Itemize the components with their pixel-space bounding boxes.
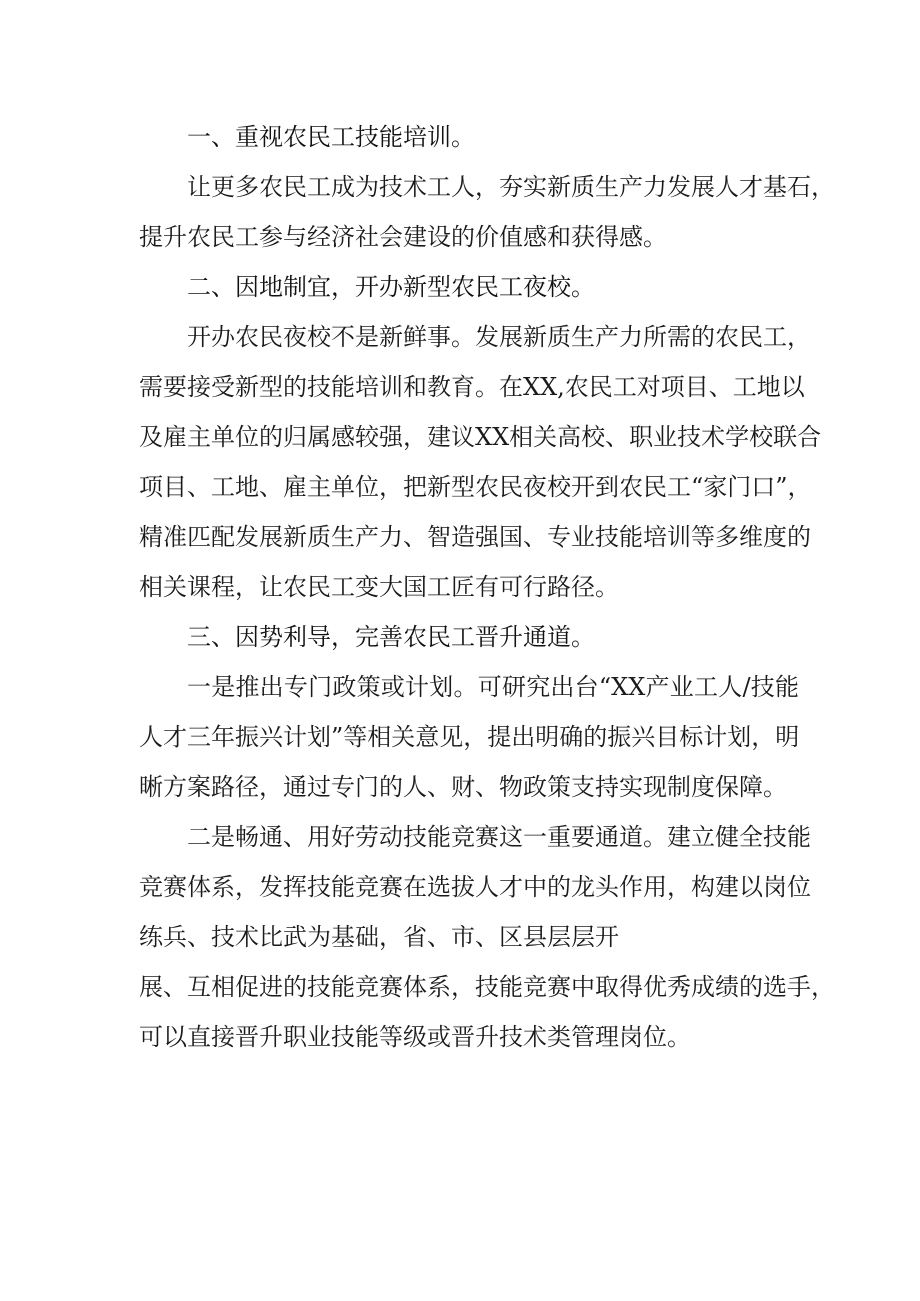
paragraph-line: 二是畅通、用好劳动技能竞赛这一重要通道。建立健全技能: [187, 823, 811, 851]
paragraph-line: 人才三年振兴计划”等相关意见，提出明确的振兴目标计划，明: [139, 723, 800, 751]
paragraph-line: 一是推出专门政策或计划。可研究出台“XX产业工人/技能: [187, 673, 799, 701]
paragraph-line: 让更多农民工成为技术工人，夯实新质生产力发展人才基石，: [187, 173, 835, 201]
paragraph-line: 相关课程，让农民工变大国工匠有可行路径。: [139, 573, 619, 601]
document-body: [139, 112, 835, 1062]
section-heading: 三、因势利导，完善农民工晋升通道。: [187, 623, 595, 651]
paragraph-line: 晰方案路径，通过专门的人、财、物政策支持实现制度保障。: [139, 773, 787, 801]
paragraph-line: 及雇主单位的归属感较强，建议XX相关高校、职业技术学校联合: [139, 423, 822, 451]
paragraph-line: 竞赛体系，发挥技能竞赛在选拔人才中的龙头作用，构建以岗位: [139, 873, 811, 901]
paragraph-line: 开办农民夜校不是新鲜事。发展新质生产力所需的农民工，: [187, 323, 811, 351]
section-heading: 一、重视农民工技能培训。: [187, 123, 475, 151]
paragraph-line: 练兵、技术比武为基础，省、市、区县层层开: [139, 923, 619, 951]
paragraph-line: 需要接受新型的技能培训和教育。在XX,农民工对项目、工地以: [139, 373, 805, 401]
paragraph-line: 展、互相促进的技能竞赛体系，技能竞赛中取得优秀成绩的选手，: [139, 973, 835, 1001]
section-heading: 二、因地制宜，开办新型农民工夜校。: [187, 273, 595, 301]
paragraph-line: 精准匹配发展新质生产力、智造强国、专业技能培训等多维度的: [139, 523, 811, 551]
paragraph-line: 提升农民工参与经济社会建设的价值感和获得感。: [139, 223, 667, 251]
paragraph-line: 项目、工地、雇主单位，把新型农民夜校开到农民工“家门口”，: [139, 473, 812, 501]
paragraph-line: 可以直接晋升职业技能等级或晋升技术类管理岗位。: [139, 1023, 691, 1051]
